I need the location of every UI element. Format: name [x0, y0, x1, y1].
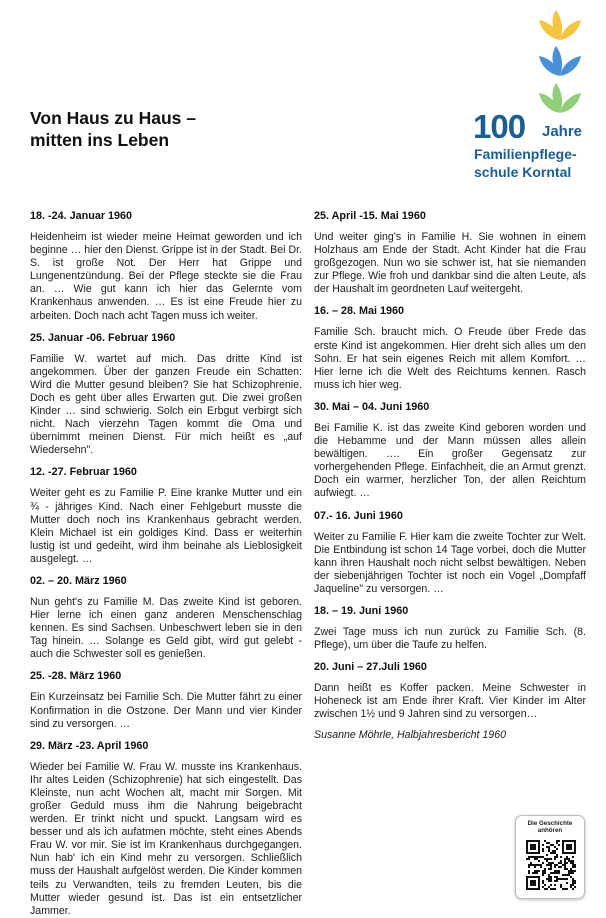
entry-text: Heidenheim ist wieder meine Heimat geworden und ich beginne … hier den Dienst. Grippe ist in der Stadt. Bei Dr. S. ist große Not. Der Herr hat Grippe und Lungenentzündung. Bei der Pflege steckte sie die Frau an. … Wie gut kann ich hier das Gelernte vom Krankenhaus anwenden. … Es ist eine Freude hier zu arbeiten. Doch nach acht Tagen muss ich weiter. [30, 231, 302, 322]
entry-date: 16. – 28. Mai 1960 [314, 305, 405, 318]
leaf-emblem-icon [525, 6, 595, 118]
entry-date: 30. Mai – 04. Juni 1960 [314, 400, 430, 413]
entry-text: Dann heißt es Koffer packen. Meine Schwester in Hoheneck ist am Ende ihrer Kraft. Vier Kinder im Alter zwischen 1½ und 9 Jahren sind zu versorgen… [314, 682, 586, 721]
diary-entry [30, 575, 302, 661]
page-title-line1: Von Haus zu Haus – [30, 108, 196, 128]
audio-qr-card[interactable] [515, 815, 585, 899]
qr-code-icon[interactable] [526, 840, 576, 890]
entry-date: 25. April -15. Mai 1960 [314, 210, 426, 222]
diary-entry [314, 605, 586, 652]
anniversary-logo [470, 6, 600, 182]
entry-date: 07.- 16. Juni 1960 [314, 509, 403, 522]
signature: Susanne Möhrle, Halbjahresbericht 1960 [314, 729, 506, 742]
logo-number: 100 [473, 108, 526, 145]
diary-entry [30, 670, 302, 730]
right-column [314, 210, 586, 743]
diary-entry [314, 661, 586, 721]
logo-jahre: Jahre [542, 123, 583, 140]
entry-text: Bei Familie K. ist das zweite Kind geboren worden und die Hebamme und der Mann müssen alles allein bewältigen. …. Ein großer Gegensatz zur vorhergehenden Pflege. Einfachheit, die an Armut grenzt. Doch ein warmer, herzlicher Ton, der allen Reichtum aufwiegt. … [314, 421, 586, 500]
left-column [30, 210, 302, 918]
logo-line-2: schule Korntal [474, 164, 572, 180]
entry-text: Familie W. wartet auf mich. Das dritte Kind ist angekommen. Über der ganzen Freude ein Schatten: Wird die Mutter gesund bleiben? Sie hat Schizophrenie. Doch es geht über alles Erwarten gut. Die zwei großen Kinder … sind schwierig. Solch ein Erbgut verbirgt sich nicht. Nach vierzehn Tagen kommt die Oma und übernimmt meinen Dienst. Für mich heißt es „auf Wiedersehn". [30, 352, 302, 457]
diary-entry [30, 466, 302, 566]
entry-text: Nun geht's zu Familie M. Das zweite Kind ist geboren. Hier lerne ich einen ganz anderen Menschenschlag kennen. Es sind Sachsen. Unbeschwert leben sie in den Tag hinein. … Solange es Geld gibt, wird gut gelebt - auch die Schwester soll es genießen. [30, 595, 302, 661]
entry-date: 02. – 20. März 1960 [30, 574, 127, 587]
entry-text: Zwei Tage muss ich nun zurück zu Familie Sch. (8. Pflege), um über die Taufe zu helfen. [314, 625, 586, 652]
diary-entry [314, 210, 586, 296]
entry-text: Ein Kurzeinsatz bei Familie Sch. Die Mutter fährt zu einer Konfirmation in die Ostzone. Der Mann und vier Kinder sind zu versorgen. … [30, 691, 302, 730]
entry-date: 25. -28. März 1960 [30, 670, 122, 683]
entry-date: 12. -27. Februar 1960 [30, 466, 137, 479]
page-title-line2: mitten ins Leben [30, 129, 170, 150]
entry-text: Und weiter ging's in Familie H. Sie wohnen in einem Holzhaus am Ende der Stadt. Acht Kinder hat die Frau großgezogen. Nun wo sie schwer ist, hat sie niemanden zur Pflege. Wie froh und dankbar sind die alten Leute, als der Haushalt im geordneten Lauf weitergeht. [314, 231, 586, 296]
green-leaf-icon [539, 83, 581, 113]
blue-leaf-icon [539, 46, 581, 76]
page-title [30, 108, 330, 151]
diary-entry [314, 510, 586, 596]
entry-date: 18. -24. Januar 1960 [30, 210, 133, 222]
diary-entry [30, 210, 302, 323]
yellow-leaf-icon [539, 10, 581, 40]
entry-text: Weiter zu Familie F. Hier kam die zweite Tochter zur Welt. Die Entbindung ist schon 14 Tage vorbei, doch die Mutter kann ihren Haushalt noch nicht selbst bewältigen. Neben der siebenjährigen Tochter ist noch ein Vogel „Dompfaff Jaqueline" zu versorgen. … [314, 530, 586, 595]
qr-label-line1: Die Geschichte [527, 820, 573, 827]
diary-entry [30, 740, 302, 918]
logo-line-1: Familienpflege- [474, 146, 577, 162]
entry-text: Weiter geht es zu Familie P. Eine kranke Mutter und ein ¾ - jähriges Kind. Nach einer Fehlgeburt musste die Mutter doch noch ins Krankenhaus gebracht werden. Klein Michael ist ein goldiges Kind. Dass er weiterhin lustig ist und gedeiht, wird ihm beinahe als Lieblosigkeit ausgelegt. … [30, 487, 302, 565]
entry-date: 25. Januar -06. Februar 1960 [30, 331, 176, 344]
qr-label [516, 820, 584, 834]
diary-entry [30, 332, 302, 458]
entry-text: Wieder bei Familie W. Frau W. musste ins Krankenhaus. Ihr altes Leiden (Schizophrenie) hat sich eingestellt. Das Kleinste, nun acht Wochen alt, macht mir Sorgen. Mit großer Geduld muss ihm die Nahrung beigebracht werden. Er trinkt nicht und spuckt. Langsam wird es besser und als ich aufatmen möchte, steht eines Abends Frau W. vor mir. Sie ist im Krankenhaus durchgegangen. Nun hab' ich ein Kind mehr zu versorgen. Schließlich muss der Haushalt aufgelöst werden. Die Kinder kommen teils zu Verwandten, teils zu fremden Leuten, bis die Mutter wieder gesund ist. Das ist ein entsetzlicher Jammer. [30, 760, 302, 917]
qr-label-line2: anhören [537, 827, 563, 834]
diary-entry [314, 305, 586, 391]
entry-date: 20. Juni – 27.Juli 1960 [314, 661, 427, 674]
entry-text: Familie Sch. braucht mich. O Freude über Frede das erste Kind ist angekommen. Hier dreht sich alles um den Sohn. Er hat sein eigenes Reich mit allem Komfort. … Hier lerne ich die Welt des Reichtums kennen. Rasch muss ich hier weg. [314, 326, 586, 391]
diary-entry [314, 401, 586, 501]
entry-date: 18. – 19. Juni 1960 [314, 604, 409, 617]
entry-date: 29. März -23. April 1960 [30, 739, 149, 752]
